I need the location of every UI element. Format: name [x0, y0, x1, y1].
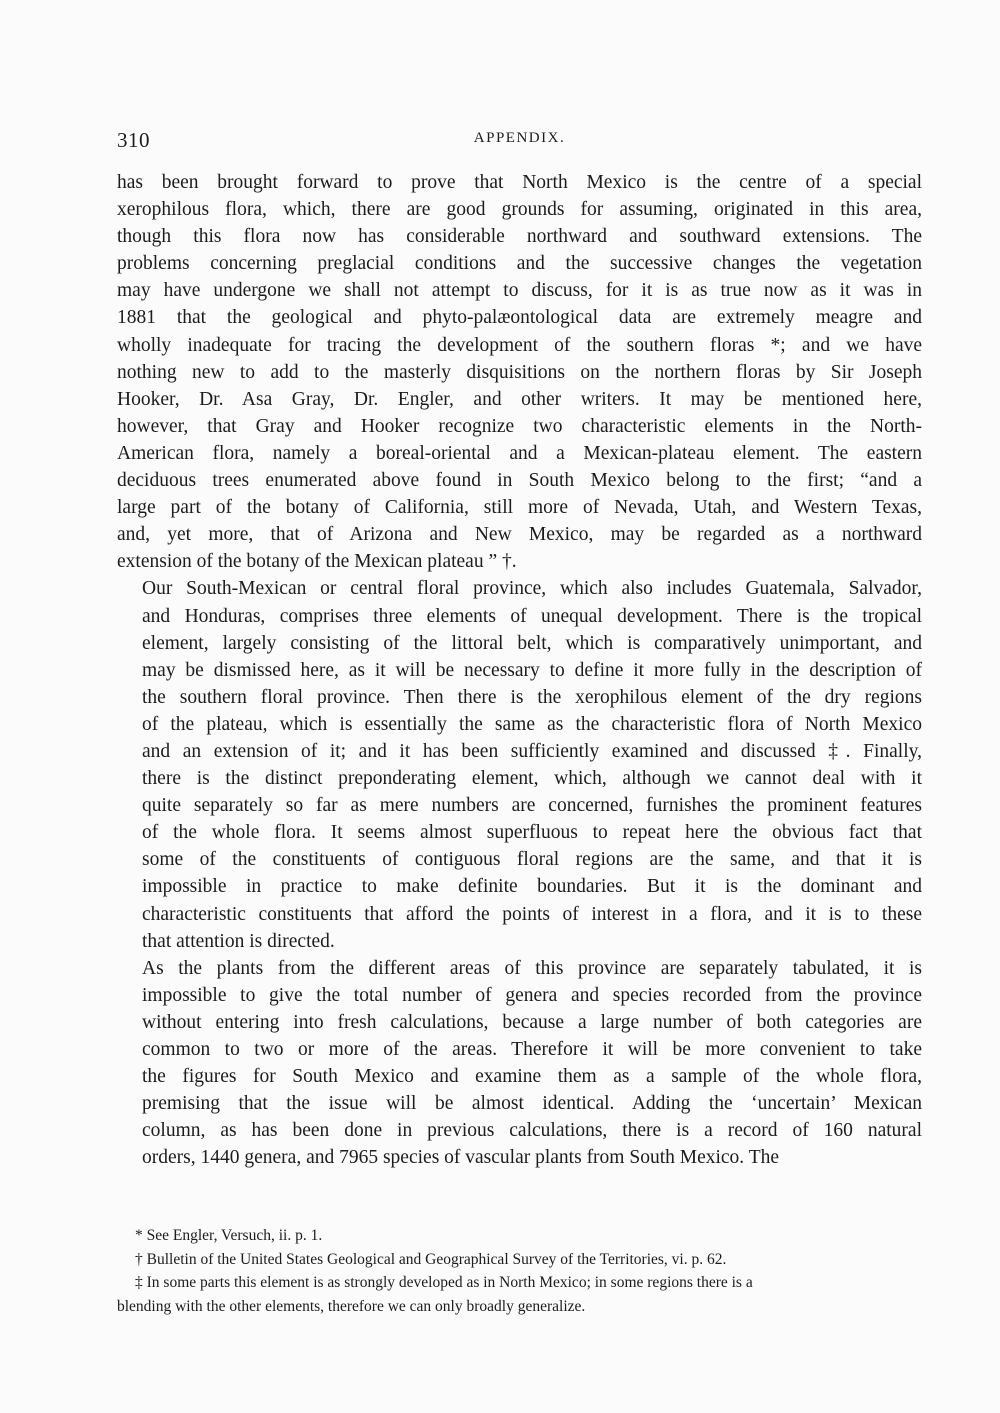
text-line: impossible to give the total number of genera and species recorded from the province [142, 984, 922, 1006]
text-line: common to two or more of the areas. Therefore it will be more convenient to take [142, 1039, 922, 1060]
text-line: some of the constituents of contiguous floral regions are the same, and that it is [142, 849, 922, 871]
text-line: wholly inadequate for tracing the development of the southern floras *; and we have [117, 334, 922, 356]
text-line: column, as has been done in previous calculations, there is a record of 160 natural [142, 1120, 922, 1142]
text-line: nothing new to add to the masterly disquisitions on the northern floras by Sir Joseph [117, 361, 922, 383]
text-line: may be dismissed here, as it will be necessary to define it more fully in the description of [142, 659, 922, 681]
text-line: though this flora now has considerable northward and southward extensions. The [117, 226, 922, 248]
text-line: however, that Gray and Hooker recognize two characteristic elements in the North- [117, 415, 922, 437]
text-line: xerophilous flora, which, there are good grounds for assuming, originated in this area, [117, 199, 922, 221]
text-line: quite separately so far as mere numbers are concerned, furnishes the prominent features [142, 795, 922, 817]
text-line: American flora, namely a boreal-oriental and a Mexican-plateau element. The eastern [117, 442, 922, 464]
text-line: element, largely consisting of the littoral belt, which is comparatively unimportant, and [142, 632, 922, 654]
text-line: deciduous trees enumerated above found in South Mexico belong to the first; “and a [117, 470, 922, 492]
text-line: without entering into fresh calculations, because a large number of both categories are [142, 1011, 922, 1033]
text-line: orders, 1440 genera, and 7965 species of vascular plants from South Mexico. The [142, 1147, 780, 1169]
footnote [117, 1271, 922, 1318]
text-line: that attention is directed. [142, 930, 335, 952]
text-line: Hooker, Dr. Asa Gray, Dr. Engler, and other writers. It may be mentioned here, [117, 388, 922, 410]
paragraph [117, 169, 922, 575]
text-line: there is the distinct preponderating element, which, although we cannot deal with it [142, 768, 922, 790]
running-head [117, 128, 922, 158]
text-line: the southern floral province. Then there is the xerophilous element of the dry regions [142, 686, 922, 708]
text-line: of the plateau, which is essentially the same as the characteristic flora of North Mexico [142, 713, 922, 735]
running-title: APPENDIX. [473, 130, 566, 146]
text-line: large part of the botany of California, still more of Nevada, Utah, and Western Texas, [117, 497, 922, 519]
footnote-text: * See Engler, Versuch, ii. p. 1. [135, 1227, 323, 1244]
text-line: has been brought forward to prove that North Mexico is the centre of a special [117, 172, 922, 193]
footnotes [117, 1224, 922, 1318]
text-line: impossible in practice to make definite boundaries. But it is the dominant and [142, 876, 922, 898]
paragraph [117, 955, 922, 1172]
text-line: and Honduras, comprises three elements of unequal development. There is the tropical [142, 605, 922, 627]
text-line: the figures for South Mexico and examine them as a sample of the whole flora, [142, 1066, 922, 1088]
text-line: characteristic constituents that afford the points of interest in a flora, and it is to these [142, 903, 922, 925]
text-line: As the plants from the different areas of this province are separately tabulated, it is [142, 957, 922, 979]
text-line: of the whole flora. It seems almost superfluous to repeat here the obvious fact that [142, 822, 922, 844]
footnote-text: ‡ In some parts this element is as strongly developed as in North Mexico; in some regions there is a [135, 1274, 753, 1291]
text-line: Our South-Mexican or central floral province, which also includes Guatemala, Salvador, [142, 578, 922, 600]
paragraph [117, 575, 922, 954]
text-line: and an extension of it; and it has been sufficiently examined and discussed ‡. Finally, [142, 740, 922, 762]
body-text [117, 169, 922, 1171]
text-line: problems concerning preglacial conditions and the successive changes the vegetation [117, 253, 922, 275]
text-line: 1881 that the geological and phyto-palæontological data are extremely meagre and [117, 307, 922, 329]
footnote-continuation: blending with the other elements, therefore we can only broadly generalize. [117, 1297, 586, 1315]
text-line: and, yet more, that of Arizona and New Mexico, may be regarded as a northward [117, 524, 922, 546]
text-line: premising that the issue will be almost identical. Adding the ‘uncertain’ Mexican [142, 1093, 922, 1115]
footnote [117, 1248, 922, 1272]
footnote [117, 1224, 922, 1248]
footnote-text: † Bulletin of the United States Geological and Geographical Survey of the Territories, vi. p. 62. [135, 1250, 727, 1268]
text-line: may have undergone we shall not attempt to discuss, for it is as true now as it was in [117, 280, 922, 302]
text-line: extension of the botany of the Mexican plateau ” †. [117, 551, 517, 573]
page-number: 310 [117, 128, 150, 152]
